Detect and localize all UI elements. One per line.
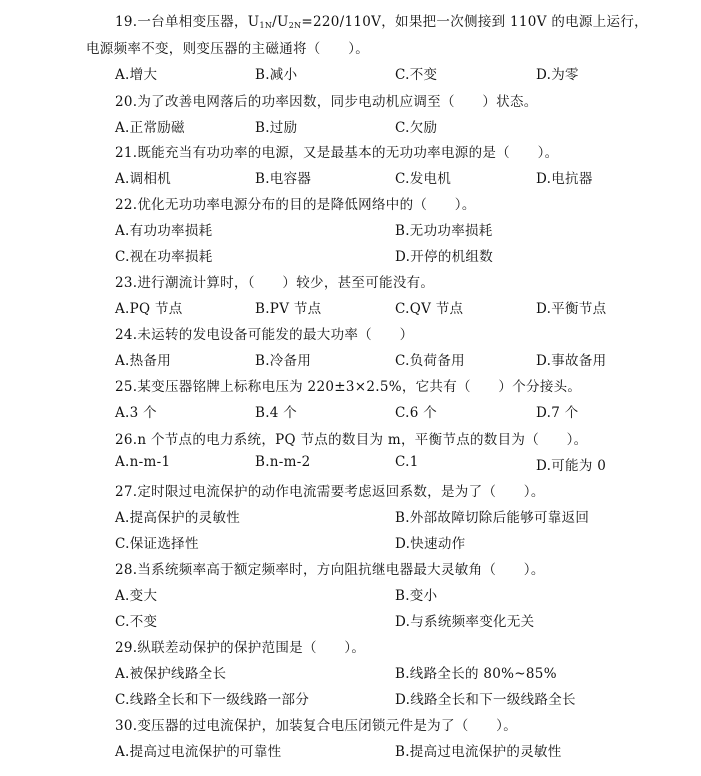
option-24-d: D.事故备用 xyxy=(536,353,607,369)
option-19-c: C.不变 xyxy=(395,67,438,83)
question-19-continuation: 电源频率不变，则变压器的主磁通将（ ）。 xyxy=(86,41,370,57)
option-21-c: C.发电机 xyxy=(395,171,452,187)
question-20: 20.为了改善电网落后的功率因数，同步电动机应调至（ ）状态。 xyxy=(115,94,538,110)
option-21-a: A.调相机 xyxy=(115,171,172,187)
option-25-b: B.4 个 xyxy=(255,405,298,421)
question-23: 23.进行潮流计算时，（ ）较少，甚至可能没有。 xyxy=(115,275,435,291)
option-24-b: B.冷备用 xyxy=(255,353,312,369)
question-21: 21.既能充当有功功率的电源，又是最基本的无功功率电源的是（ ）。 xyxy=(115,145,559,161)
question-19-text-c: =220/110V，如果把一次侧接到 110V 的电源上运行， xyxy=(301,14,648,30)
option-24-c: C.负荷备用 xyxy=(395,353,465,369)
question-19 xyxy=(115,10,648,30)
option-27-d: D.快速动作 xyxy=(395,536,466,552)
option-29-a: A.被保护线路全长 xyxy=(115,666,227,682)
question-24: 24.未运转的发电设备可能发的最大功率（ ） xyxy=(115,327,414,343)
option-28-a: A.变大 xyxy=(115,588,158,604)
option-28-d: D.与系统频率变化无关 xyxy=(395,614,535,630)
option-26-d: D.可能为 0 xyxy=(536,458,607,474)
option-28-b: B.变小 xyxy=(395,588,438,604)
option-23-b: B.PV 节点 xyxy=(255,301,322,317)
option-23-c: C.QV 节点 xyxy=(395,301,464,317)
option-26-a: A.n-m-1 xyxy=(115,454,171,470)
option-23-d: D.平衡节点 xyxy=(536,301,607,317)
option-20-b: B.过励 xyxy=(255,120,298,136)
option-26-b: B.n-m-2 xyxy=(255,454,311,470)
question-22: 22.优化无功功率电源分布的目的是降低网络中的（ ）。 xyxy=(115,197,476,213)
option-29-d: D.线路全长和下一级线路全长 xyxy=(395,692,576,708)
option-22-c: C.视在功率损耗 xyxy=(115,249,213,265)
option-23-a: A.PQ 节点 xyxy=(115,301,183,317)
option-22-a: A.有功功率损耗 xyxy=(115,223,213,239)
option-25-c: C.6 个 xyxy=(395,405,438,421)
option-22-d: D.开停的机组数 xyxy=(395,249,494,265)
option-20-c: C.欠励 xyxy=(395,120,438,136)
option-26-c: C.1 xyxy=(395,454,419,470)
question-28: 28.当系统频率高于额定频率时，方向阻抗继电器最大灵敏角（ ）。 xyxy=(115,562,545,578)
option-30-b: B.提高过电流保护的灵敏性 xyxy=(395,744,562,760)
question-19-text-a: 19.一台单相变压器，U xyxy=(115,14,260,30)
option-25-a: A.3 个 xyxy=(115,405,157,421)
option-19-d: D.为零 xyxy=(536,67,579,83)
question-25: 25.某变压器铭牌上标称电压为 220±3×2.5%，它共有（ ）个分接头。 xyxy=(115,379,582,395)
option-30-a: A.提高过电流保护的可靠性 xyxy=(115,744,282,760)
option-27-a: A.提高保护的灵敏性 xyxy=(115,510,241,526)
question-26: 26.n 个节点的电力系统，PQ 节点的数目为 m，平衡节点的数目为（ ）。 xyxy=(115,432,588,448)
option-29-c: C.线路全长和下一级线路一部分 xyxy=(115,692,310,708)
option-29-b: B.线路全长的 80%~85% xyxy=(395,666,557,682)
option-25-d: D.7 个 xyxy=(536,405,579,421)
question-27: 27.定时限过电流保护的动作电流需要考虑返回系数，是为了（ ）。 xyxy=(115,484,545,500)
option-27-b: B.外部故障切除后能够可靠返回 xyxy=(395,510,590,526)
option-19-b: B.减小 xyxy=(255,67,298,83)
subscript-1n: 1N xyxy=(259,21,273,30)
option-21-d: D.电抗器 xyxy=(536,171,593,187)
option-20-a: A.正常励磁 xyxy=(115,120,185,136)
option-28-c: C.不变 xyxy=(115,614,158,630)
option-19-a: A.增大 xyxy=(115,67,158,83)
option-22-b: B.无功功率损耗 xyxy=(395,223,493,239)
option-27-c: C.保证选择性 xyxy=(115,536,199,552)
subscript-2n: 2N xyxy=(288,21,302,30)
option-24-a: A.热备用 xyxy=(115,353,172,369)
question-19-text-b: /U xyxy=(272,14,289,30)
question-29: 29.纵联差动保护的保护范围是（ ）。 xyxy=(115,640,366,656)
option-21-b: B.电容器 xyxy=(255,171,312,187)
question-30: 30.变压器的过电流保护，加装复合电压闭锁元件是为了（ ）。 xyxy=(115,718,518,734)
